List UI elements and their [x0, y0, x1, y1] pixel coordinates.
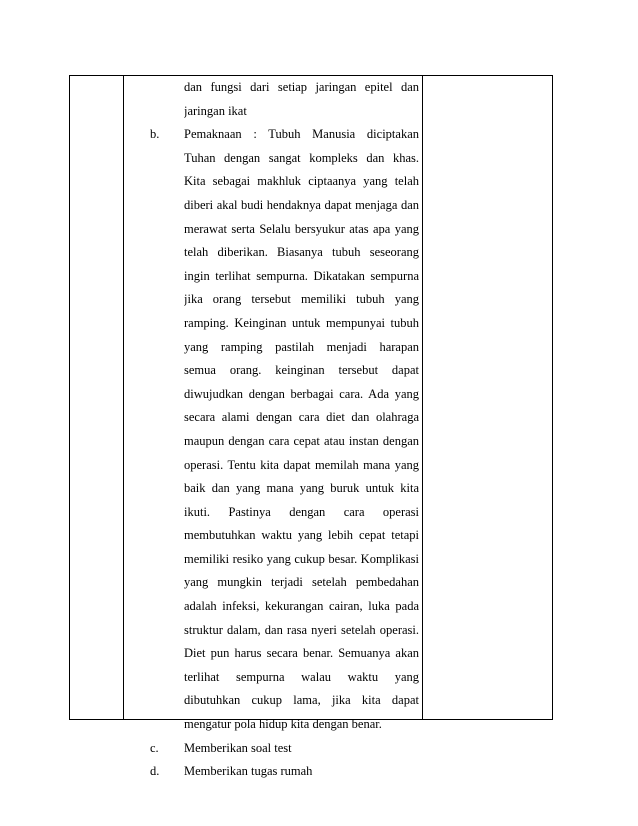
text-line: baik dan yang mana yang buruk untuk kita — [184, 481, 419, 496]
list-item-d — [150, 760, 420, 784]
text-line: ingin terlihat sempurna. Dikatakan sempurna — [184, 268, 419, 283]
text-line: semua orang. keinginan tersebut dapat — [184, 363, 419, 378]
activity-cell — [150, 76, 420, 784]
continuation-block — [150, 76, 420, 123]
text-line: Memberikan soal test — [184, 740, 292, 755]
text-line: mengatur pola hidup kita dengan benar. — [184, 717, 382, 732]
text-line: memiliki resiko yang cukup besar. Komplikasi — [184, 551, 419, 566]
text-line: secara alami dengan cara diet dan olahraga — [184, 410, 419, 425]
list-label: d. — [150, 764, 160, 779]
text-line: jika orang tersebut memiliki tubuh yang — [184, 292, 419, 307]
lesson-table — [69, 75, 553, 779]
text-line: diwujudkan dengan berbagai cara. Ada yang — [184, 386, 419, 401]
text-line: terlihat sempurna walau waktu yang — [184, 669, 419, 684]
text-line: Pemaknaan : Tubuh Manusia diciptakan — [184, 127, 419, 142]
text-line: maupun dengan cara cepat atau instan dengan — [184, 433, 419, 448]
text-line: Memberikan tugas rumah — [184, 764, 313, 779]
text-line: telah diberikan. Biasanya tubuh seseorang — [184, 245, 419, 260]
text-line: dan fungsi dari setiap jaringan epitel dan — [184, 80, 419, 94]
text-line: Tuhan dengan sangat kompleks dan khas. — [184, 150, 419, 165]
text-line: dibutuhkan cukup lama, jika kita dapat — [184, 693, 419, 708]
text-line: merawat serta Selalu bersyukur atas apa yang — [184, 221, 419, 236]
text-line: jaringan ikat — [184, 103, 247, 118]
text-line: adalah infeksi, kekurangan cairan, luka pada — [184, 599, 419, 614]
column-divider-1 — [123, 76, 124, 719]
text-line: Kita sebagai makhluk ciptaanya yang telah — [184, 174, 419, 189]
text-line: yang mungkin terjadi setelah pembedahan — [184, 575, 419, 590]
text-line: struktur dalam, dan rasa nyeri setelah operasi. — [184, 622, 419, 637]
text-line: yang ramping pastilah menjadi harapan — [184, 339, 419, 354]
text-line: diberi akal budi hendaknya dapat menjaga dan — [184, 197, 419, 212]
text-line: operasi. Tentu kita dapat memilah mana yang — [184, 457, 419, 472]
list-label: c. — [150, 740, 159, 755]
column-divider-2 — [422, 76, 423, 719]
list-item-b — [150, 123, 420, 736]
list-label: b. — [150, 127, 160, 142]
text-line: membutuhkan waktu yang lebih cepat tetapi — [184, 528, 419, 543]
text-line: ikuti. Pastinya dengan cara operasi — [184, 504, 419, 519]
list-item-c — [150, 737, 420, 761]
text-line: Diet pun harus secara benar. Semuanya akan — [184, 646, 419, 661]
text-line: ramping. Keinginan untuk mempunyai tubuh — [184, 315, 419, 330]
